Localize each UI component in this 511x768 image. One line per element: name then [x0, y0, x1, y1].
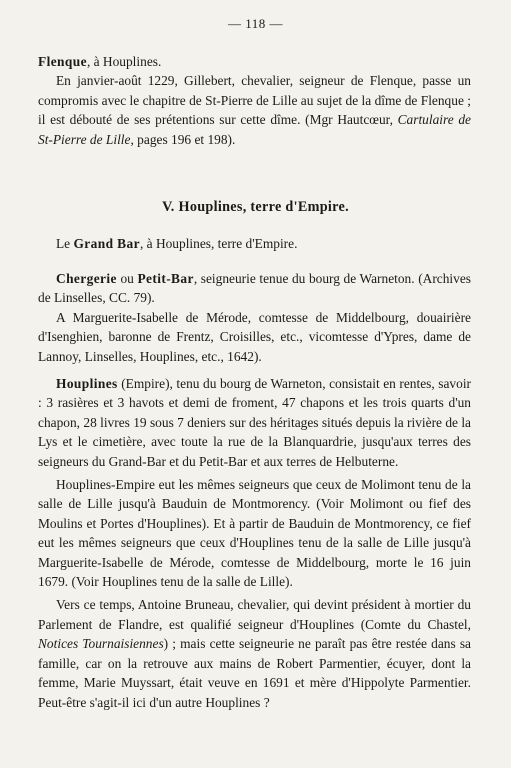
chergerie-paragraph-2: A Marguerite-Isabelle de Mérode, comtesse de Middelbourg, douairière d'Isenghien, baronne de Frentz, Croisilles, etc., vicomtesse d'Ypres, dame de Lannoy, Linselles, Houplines, etc., 1642).	[38, 309, 471, 364]
houplines-paragraph-2: Houplines-Empire eut les mêmes seigneurs que ceux de Molimont tenu de la salle de Lille jusqu'à Bauduin de Montmorency. (Voir Molimont ou fief des Moulins et Portes d'Houplines). Et à partir de Bauduin de Montmorency, ce fief eut les mêmes seigneurs que ceux d'Houplines tenu de la salle de Lille jusqu'à Marguerite-Isabelle de Mérode, comtesse de Middelbourg, morte le 16 juin 1679. (Voir Houplines tenu de la salle de Lille).	[38, 477, 471, 590]
entry-grand-bar	[38, 234, 471, 253]
conjunction-text: ou	[116, 271, 138, 286]
entry-heading: Flenque	[38, 54, 87, 69]
section-title: V. Houplines, terre d'Empire.	[162, 199, 349, 215]
paragraph-text: , pages 196 et 198).	[130, 131, 236, 147]
paragraph-text: En janvier-août 1229, Gillebert, chevalier, seigneur de Flenque, passe un compromis avec le chapitre de St-Pierre de Lille au sujet de la dîme de Flenque ; il est débouté de ses prétentions sur cette dîme. (Mgr Hautcœur,	[38, 73, 471, 128]
chergerie-paragraph	[38, 269, 471, 308]
entry-heading-rest: , à Houplines, terre d'Empire.	[139, 236, 298, 251]
flenque-heading-line	[38, 52, 471, 71]
entry-flenque	[38, 52, 471, 149]
entry-chergerie	[38, 269, 471, 366]
cited-title: Notices Tournaisiennes	[38, 636, 164, 652]
cited-title: Cartulaire de St-Pierre de Lille	[38, 112, 471, 147]
paragraph-text: ) ; mais cette seigneurie ne paraît pas être restée dans sa famille, car on la retrouve aux mains de Robert Parmentier, écuyer, dont la femme, Marie Muyssart, était veuve en 1691 et mère d'Hippolyte Parmentier. Peut-être s'agit-il ici d'un autre Houplines ?	[38, 636, 471, 710]
paragraph-text: , seigneurie tenue du bourg de Warneton. (Archives de Linselles, CC. 79).	[38, 271, 471, 306]
entry-heading: Chergerie	[56, 271, 117, 286]
prefix-text: Le	[56, 236, 74, 251]
entry-heading: Houplines	[56, 376, 118, 391]
flenque-paragraph	[38, 71, 471, 149]
entry-houplines	[38, 374, 471, 712]
houplines-paragraph-3	[38, 595, 471, 711]
entry-heading-alt: Petit-Bar	[137, 271, 194, 286]
paragraph-text: (Empire), tenu du bourg de Warneton, consistait en rentes, savoir : 3 rasières et 3 havots et demi de froment, 47 chapons et les trois quarts d'un chapon, 28 livres 19 sous 7 deniers sur des héritages situés depuis la rivière de la Lys et le cimetière, avec toute la rue de la Blanquardrie, jusqu'aux terres des seigneurs du Grand-Bar et du Petit-Bar et aux terres de Helbuterne.	[38, 376, 471, 469]
page-number: — 118 —	[227, 16, 284, 31]
grand-bar-line	[38, 234, 471, 253]
entry-heading-rest: , à Houplines.	[86, 54, 162, 69]
houplines-paragraph	[38, 374, 471, 471]
paragraph-text: Vers ce temps, Antoine Bruneau, chevalier, qui devint président à mortier du Parlement de Flandre, est qualifié seigneur d'Houplines (Comte du Chastel,	[38, 597, 471, 632]
entry-heading: Grand Bar	[73, 236, 140, 251]
